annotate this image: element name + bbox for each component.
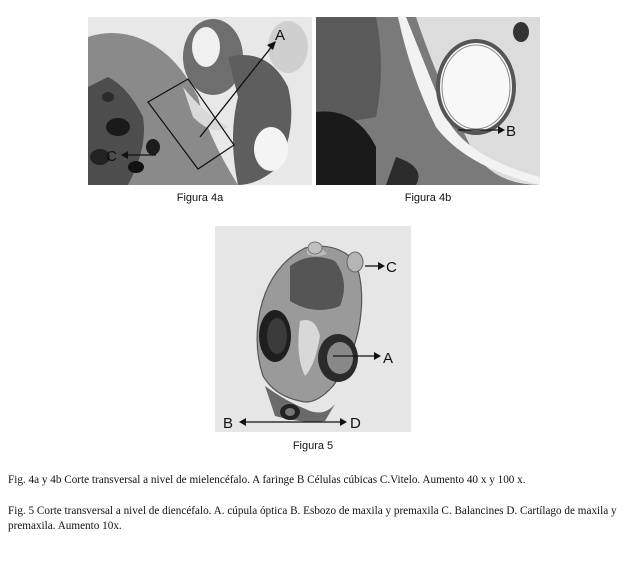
label-a: A [383, 350, 394, 367]
label-a: A [275, 27, 286, 44]
label-d: D [350, 415, 361, 432]
caption-figure-5: Figura 5 [292, 440, 334, 452]
caption-figure-4a: Figura 4a [176, 192, 224, 204]
label-b: B [223, 415, 234, 432]
label-c: C [106, 148, 117, 165]
label-c: C [386, 259, 397, 276]
figure-4a-micrograph [88, 17, 312, 185]
legend-figure-5: Fig. 5 Corte transversal a nivel de diencéfalo. A. cúpula óptica B. Esbozo de maxila y premaxila C. Balancines D. Cartílago de maxila y premaxila. Aumento 10x. [8, 505, 617, 532]
legend-figure-4: Fig. 4a y 4b Corte transversal a nivel de mielencéfalo. A faringe B Células cúbicas C.Vitelo. Aumento 40 x y 100 x. [8, 474, 526, 486]
figure-4b-micrograph [316, 17, 540, 185]
figure-5-micrograph [215, 226, 411, 432]
caption-figure-4b: Figura 4b [404, 192, 452, 204]
label-b: B [506, 123, 517, 140]
